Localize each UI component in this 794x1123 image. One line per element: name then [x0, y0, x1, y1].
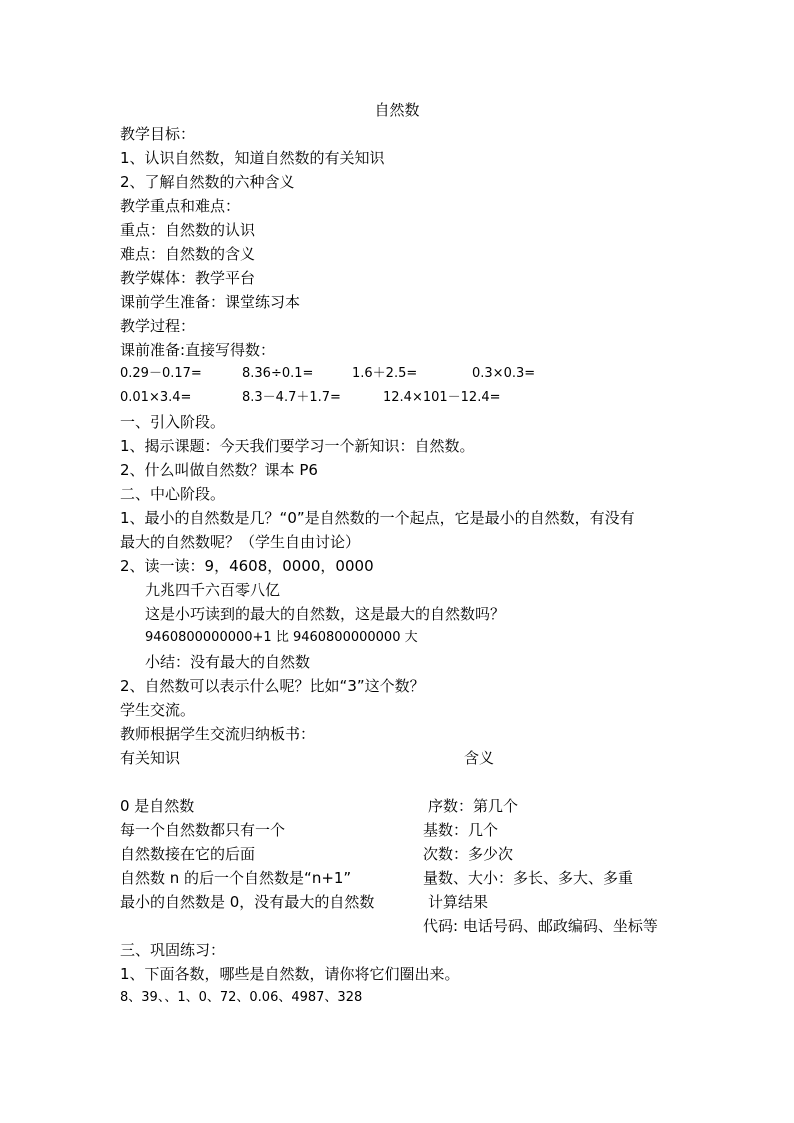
- stage2-heading: 二、中心阶段。: [120, 485, 226, 503]
- teacher-board: 教师根据学生交流归纳板书：: [120, 725, 316, 743]
- calc-row-2: [120, 386, 690, 410]
- stage2-item-3: 2、自然数可以表示什么呢？比如“3”这个数？: [120, 677, 425, 695]
- read-line-2: 这是小巧读到的最大的自然数，这是最大的自然数吗？: [145, 605, 506, 623]
- board-row: [120, 866, 690, 890]
- calc-item: 0.3×0.3=: [472, 366, 536, 381]
- meaning-item: 代码: 电话号码、邮政编码、坐标等: [423, 917, 658, 935]
- calc-item: 8.3－4.7＋1.7=: [242, 390, 341, 405]
- read-line-3: 9460800000000+1 比 9460800000000 大: [145, 630, 418, 645]
- hard-point: 难点：自然数的含义: [120, 245, 256, 263]
- col-right-heading: 含义: [464, 749, 495, 767]
- student-talk: 学生交流。: [120, 701, 196, 719]
- process-heading: 教学过程：: [120, 317, 196, 335]
- knowledge-item: 每一个自然数都只有一个: [120, 821, 286, 839]
- calc-item: 0.29－0.17=: [120, 366, 202, 381]
- key-heading: 教学重点和难点：: [120, 197, 241, 215]
- board-row: [120, 890, 690, 914]
- calc-item: 12.4×101－12.4=: [383, 390, 501, 405]
- board-row: [120, 818, 690, 842]
- warmup-heading: 课前准备:直接写得数：: [120, 341, 276, 359]
- stage2-item-1a: 1、最小的自然数是几？“0”是自然数的一个起点，它是最小的自然数，有没有: [120, 509, 635, 527]
- board-row: [120, 842, 690, 866]
- goal-2: 2、了解自然数的六种含义: [120, 173, 295, 191]
- stage1-heading: 一、引入阶段。: [120, 413, 226, 431]
- stage3-heading: 三、巩固练习：: [120, 941, 226, 959]
- calc-item: 1.6＋2.5=: [352, 366, 418, 381]
- stage1-item-2: 2、什么叫做自然数？课本 P6: [120, 461, 318, 479]
- stage3-item-1: 1、下面各数，哪些是自然数，请你将它们圈出来。: [120, 965, 460, 983]
- stage2-item-2: 2、读一读：9，4608，0000，0000: [120, 557, 374, 575]
- goal-1: 1、认识自然数，知道自然数的有关知识: [120, 149, 385, 167]
- read-line-4: 小结：没有最大的自然数: [145, 653, 311, 671]
- meaning-item: 量数、大小：多长、多大、多重: [423, 869, 634, 887]
- calc-item: 0.01×3.4=: [120, 390, 192, 405]
- key-point: 重点：自然数的认识: [120, 221, 256, 239]
- knowledge-item: 自然数 n 的后一个自然数是“n+1”: [120, 869, 352, 887]
- board-row: [120, 794, 690, 818]
- calc-row-1: [120, 362, 690, 386]
- read-line-1: 九兆四千六百零八亿: [145, 581, 281, 599]
- page-title: 自然数: [374, 101, 420, 119]
- stage2-item-1b: 最大的自然数呢？（学生自由讨论）: [120, 533, 361, 551]
- meaning-item: 序数：第几个: [428, 797, 519, 815]
- calc-item: 8.36÷0.1=: [242, 366, 314, 381]
- board-headings: [120, 746, 690, 770]
- col-left-heading: 有关知识: [120, 749, 181, 767]
- media-line: 教学媒体：教学平台: [120, 269, 256, 287]
- meaning-item: 基数：几个: [423, 821, 499, 839]
- knowledge-item: 0 是自然数: [120, 797, 195, 815]
- document-body: [120, 122, 690, 1010]
- board-row: [120, 914, 690, 938]
- stage3-numbers: 8、39、、1、0、72、0.06、4987、328: [120, 990, 363, 1005]
- spacer: [120, 770, 690, 794]
- meaning-item: 计算结果: [428, 893, 489, 911]
- goals-heading: 教学目标：: [120, 125, 196, 143]
- knowledge-item: 自然数接在它的后面: [120, 845, 256, 863]
- prep-line: 课前学生准备：课堂练习本: [120, 293, 301, 311]
- meaning-item: 次数：多少次: [423, 845, 514, 863]
- knowledge-item: 最小的自然数是 0，没有最大的自然数: [120, 893, 375, 911]
- stage1-item-1: 1、揭示课题：今天我们要学习一个新知识：自然数。: [120, 437, 475, 455]
